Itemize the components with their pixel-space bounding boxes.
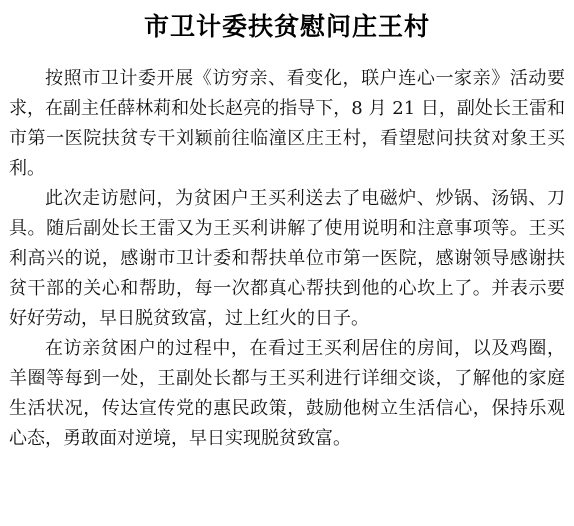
article-title: 市卫计委扶贫慰问庄王村 — [143, 12, 430, 41]
article-paragraph-3: 在访亲贫困户的过程中，在看过王买利居住的房间，以及鸡圈，羊圈等每到一处，王副处长都与王买利进行详细交谈，了解他的家庭生活状况，传达宣传党的惠民政策，鼓励他树立生活信心，保持乐观心态，勇敢面对逆境，早日实现脱贫致富。 — [9, 338, 565, 449]
article-paragraph-2: 此次走访慰问，为贫困户王买利送去了电磁炉、炒锅、汤锅、刀具。随后副处长王雷又为王买利讲解了使用说明和注意事项等。王买利高兴的说，感谢市卫计委和帮扶单位市第一医院，感谢领导感谢扶贫干部的关心和帮助，每一次都真心帮扶到他的心坎上了。并表示要好好劳动，早日脱贫致富，过上红火的日子。 — [9, 188, 565, 329]
article-paragraph-1: 按照市卫计委开展《访穷亲、看变化，联户连心一家亲》活动要求，在副主任薛林莉和处长赵亮的指导下，8 月 21 日，副处长王雷和市第一医院扶贫专干刘颖前往临潼区庄王村，看望慰问扶贫对象王买利。 — [9, 68, 565, 179]
article-body — [9, 64, 565, 454]
